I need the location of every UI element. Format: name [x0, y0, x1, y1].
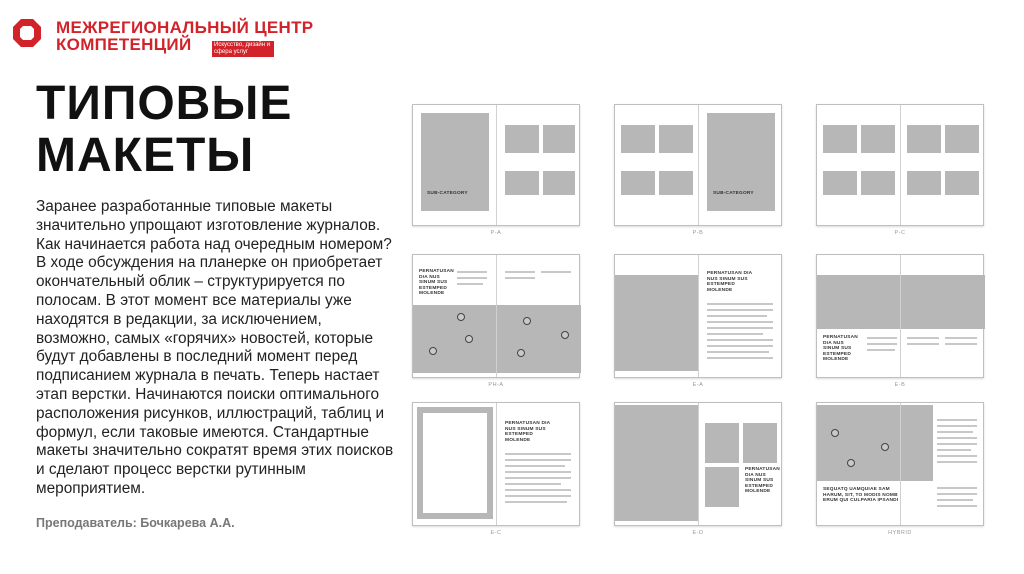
layout-label: E-D	[692, 530, 704, 536]
text-line	[505, 277, 535, 279]
slide-title-line2: МАКЕТЫ	[36, 129, 255, 182]
spread-pages	[816, 254, 984, 378]
logo-text-line2: КОМПЕТЕНЦИЙ	[56, 35, 192, 54]
text-line	[867, 337, 897, 339]
spread-pages	[816, 104, 984, 226]
text-line	[937, 443, 977, 445]
layout-spread-p-c	[816, 104, 984, 236]
panorama-image-block	[413, 305, 581, 373]
logo-tagline: Искусство, дизайн и сфера услуг	[212, 41, 274, 57]
text-line	[505, 465, 565, 467]
image-block	[621, 171, 655, 195]
headline: PERNATUSAN DIA NUS SINUM SUS ESTEMPED MOLENDE	[505, 421, 551, 443]
spread-pages	[614, 402, 782, 526]
layout-label: E-C	[490, 530, 502, 536]
spread-pages	[412, 402, 580, 526]
text-line	[457, 277, 487, 279]
text-line	[707, 357, 773, 359]
spread-pages	[816, 402, 984, 526]
image-frame-inner	[423, 413, 487, 513]
sub-category-heading: SUB-CATEGORY	[427, 191, 468, 196]
marker-dot	[457, 313, 465, 321]
image-block	[945, 171, 979, 195]
text-line	[937, 425, 977, 427]
sub-category-heading: SUB-CATEGORY	[713, 191, 754, 196]
body-paragraph: Заранее разработанные типовые макеты значительно упрощают изготовление журналов. Как начинается работа над очередным номером? В ходе обсуждения на планерке он приобретает окончательный облик – структурируется по полосам. В этот момент все материалы уже находятся в редакции, за исключением, возможно, самых «горячих» новостей, которые будут добавлены в последний момент перед подписанием журнала в печать. Теперь настает этап верстки. Начинаются поиски оптимального расположения рисунков, иллюстраций, таблиц и формул, если таковые имеются. Стандартные макеты значительно сократят время этих поисков и сделают процесс верстки рутинным мероприятием.	[36, 198, 394, 497]
marker-dot	[831, 429, 839, 437]
text-line	[505, 501, 567, 503]
image-block	[861, 171, 895, 195]
text-line	[505, 477, 571, 479]
text-line	[937, 505, 977, 507]
image-block	[705, 423, 739, 463]
text-line	[907, 337, 939, 339]
text-line	[457, 283, 483, 285]
image-block	[543, 125, 575, 153]
layout-label: E-A	[692, 382, 704, 388]
panorama-image-block	[817, 405, 933, 481]
text-line	[867, 343, 897, 345]
text-line	[505, 271, 535, 273]
text-line	[707, 345, 773, 347]
layout-label: PH-A	[488, 382, 504, 388]
text-line	[937, 455, 977, 457]
headline: PERNATUSAN DIA NUS SINUM SUS ESTEMPED MOLENDE	[419, 269, 454, 296]
image-block	[823, 171, 857, 195]
layout-label: P-C	[894, 230, 906, 236]
headline: PERNATUSAN DIA NUS SINUM SUS ESTEMPED MOLENDE	[745, 467, 780, 494]
text-line	[707, 315, 767, 317]
slide-title	[36, 78, 292, 182]
image-block	[743, 423, 777, 463]
marker-dot	[847, 459, 855, 467]
image-block	[615, 405, 699, 521]
marker-dot	[517, 349, 525, 357]
image-block	[505, 125, 539, 153]
layout-spread-p-a	[412, 104, 580, 236]
panorama-image-block	[817, 275, 985, 329]
marker-dot	[881, 443, 889, 451]
text-line	[505, 459, 571, 461]
text-line	[937, 487, 977, 489]
logo-mark-icon	[12, 18, 42, 48]
image-block	[615, 275, 699, 371]
logo-text-line1: МЕЖРЕГИОНАЛЬНЫЙ ЦЕНТР	[56, 18, 314, 37]
layout-spread-e-d	[614, 402, 782, 536]
headline: PERNATUSAN DIA NUS SINUM SUS ESTEMPED MOLENDE	[707, 271, 753, 293]
text-line	[707, 333, 763, 335]
text-line	[945, 337, 977, 339]
layout-spread-p-b	[614, 104, 782, 236]
image-block	[543, 171, 575, 195]
text-line	[937, 437, 977, 439]
text-line	[937, 493, 977, 495]
image-block	[621, 125, 655, 153]
layout-spread-e-a	[614, 254, 782, 388]
slide-title-line1: ТИПОВЫЕ	[36, 77, 293, 130]
image-block	[823, 125, 857, 153]
text-line	[505, 471, 571, 473]
text-line	[867, 349, 895, 351]
layout-spread-hybrid	[816, 402, 984, 536]
text-line	[707, 321, 773, 323]
spread-pages	[614, 254, 782, 378]
layout-label: P-A	[490, 230, 502, 236]
spread-pages	[412, 104, 580, 226]
image-block	[659, 125, 693, 153]
layout-label: P-B	[692, 230, 704, 236]
image-block	[861, 125, 895, 153]
layout-label: HYBRID	[888, 530, 912, 536]
marker-dot	[429, 347, 437, 355]
image-block	[705, 467, 739, 507]
text-line	[937, 499, 973, 501]
image-block	[907, 171, 941, 195]
text-line	[937, 431, 973, 433]
text-line	[505, 483, 561, 485]
layout-spread-ph-a	[412, 254, 580, 388]
layout-spread-e-c	[412, 402, 580, 536]
image-block	[505, 171, 539, 195]
text-line	[937, 449, 971, 451]
text-line	[707, 327, 773, 329]
hybrid-caption: SEQUATQ UAMQUIAE SAM HARUM, SIT, TO MODIS NOMB ERUM QUI CULPARIA IPSANDI	[823, 487, 899, 503]
text-line	[945, 343, 977, 345]
marker-dot	[561, 331, 569, 339]
image-block	[659, 171, 693, 195]
text-line	[707, 303, 773, 305]
headline: PERNATUSAN DIA NUS SINUM SUS ESTEMPED MOLENDE	[823, 335, 858, 362]
layout-label: E-B	[894, 382, 906, 388]
text-line	[541, 271, 571, 273]
text-line	[707, 351, 769, 353]
text-line	[707, 339, 773, 341]
text-line	[505, 489, 571, 491]
marker-dot	[523, 317, 531, 325]
marker-dot	[465, 335, 473, 343]
text-line	[505, 495, 571, 497]
spread-pages	[614, 104, 782, 226]
image-block	[945, 125, 979, 153]
text-line	[937, 461, 977, 463]
instructor-credit: Преподаватель: Бочкарева А.А.	[36, 516, 235, 530]
text-line	[457, 271, 487, 273]
text-line	[505, 453, 571, 455]
layout-spread-e-b	[816, 254, 984, 388]
image-block	[907, 125, 941, 153]
text-line	[907, 343, 939, 345]
spread-pages	[412, 254, 580, 378]
text-line	[707, 309, 773, 311]
text-line	[937, 419, 977, 421]
